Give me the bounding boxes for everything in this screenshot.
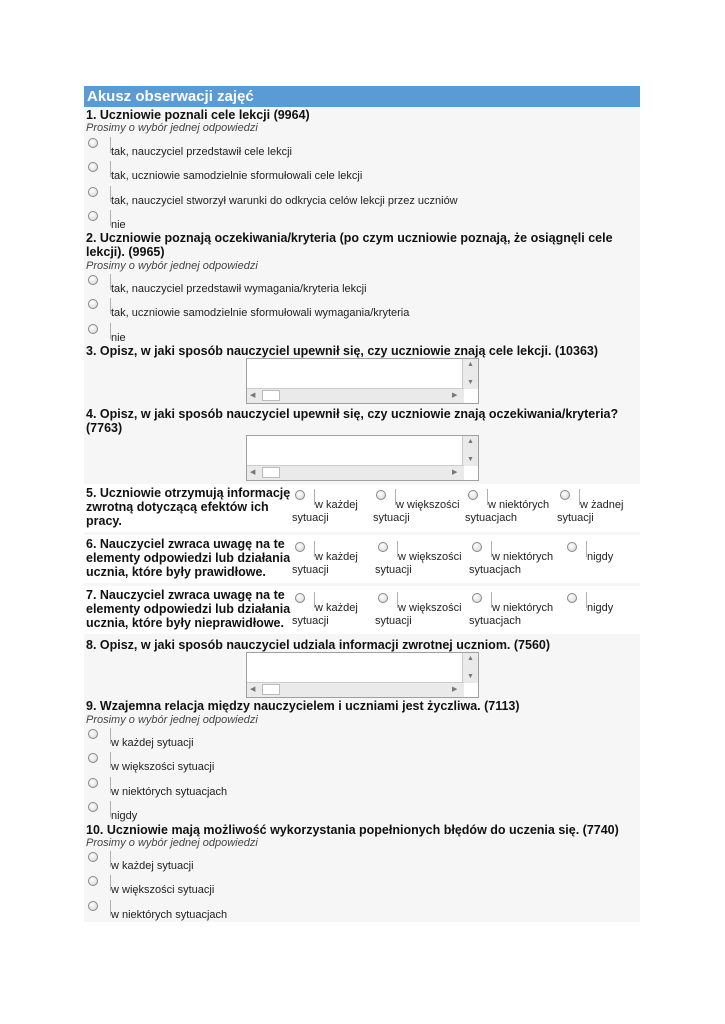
question-2-hint: Prosimy o wybór jednej odpowiedzi bbox=[86, 260, 258, 272]
form-title: Akusz obserwacji zajęć bbox=[84, 86, 640, 107]
radio-button-icon[interactable] bbox=[560, 490, 570, 500]
horizontal-scrollbar[interactable] bbox=[247, 682, 464, 697]
option-label-line1[interactable]: w niektórych bbox=[492, 602, 554, 614]
option-label-line2[interactable]: sytuacji bbox=[557, 512, 594, 524]
arrow-right-icon[interactable]: ▶ bbox=[452, 469, 458, 476]
question-1-label: 1. Uczniowie poznali cele lekcji (9964) bbox=[86, 108, 310, 122]
option-label[interactable]: w większości sytuacji bbox=[111, 761, 215, 774]
option-label-line2[interactable]: sytuacji bbox=[292, 512, 329, 524]
question-8-label: 8. Opisz, w jaki sposób nauczyciel udziala informacji zwrotnej uczniom. (7560) bbox=[86, 638, 551, 652]
option-label-line1[interactable]: w większości bbox=[396, 499, 460, 511]
question-8-answer-textarea[interactable] bbox=[246, 652, 479, 698]
scroll-thumb[interactable] bbox=[262, 467, 280, 478]
scroll-thumb[interactable] bbox=[262, 684, 280, 695]
radio-button-icon[interactable] bbox=[88, 187, 98, 197]
radio-button-icon[interactable] bbox=[468, 490, 478, 500]
question-6-label-line1: 6. Nauczyciel zwraca uwagę na te bbox=[86, 537, 285, 551]
arrow-up-icon[interactable]: ▲ bbox=[467, 655, 474, 662]
option-label[interactable]: w niektórych sytuacjach bbox=[111, 785, 228, 798]
radio-button-icon[interactable] bbox=[472, 542, 482, 552]
option-label[interactable]: tak, uczniowie samodzielnie sformułowali wymagania/kryteria bbox=[111, 307, 410, 320]
question-6-label-line2: elementy odpowiedzi lub działania bbox=[86, 551, 291, 565]
option-label-line1[interactable]: w każdej bbox=[315, 551, 358, 563]
question-4-label-line2: (7763) bbox=[86, 421, 123, 435]
question-5-label-line3: pracy. bbox=[86, 514, 122, 528]
radio-button-icon[interactable] bbox=[295, 490, 305, 500]
arrow-left-icon[interactable]: ◀ bbox=[250, 392, 256, 399]
option-label-line1[interactable]: w każdej bbox=[315, 499, 358, 511]
option-label-line2[interactable]: sytuacji bbox=[292, 615, 329, 627]
vertical-scrollbar[interactable] bbox=[462, 436, 478, 466]
radio-button-icon[interactable] bbox=[472, 593, 482, 603]
arrow-down-icon[interactable]: ▼ bbox=[467, 456, 474, 463]
vertical-scrollbar[interactable] bbox=[462, 653, 478, 683]
option-label-line2[interactable]: sytuacji bbox=[375, 615, 412, 627]
arrow-down-icon[interactable]: ▼ bbox=[467, 379, 474, 386]
option-label-line2[interactable]: sytuacjach bbox=[465, 512, 517, 524]
option-label[interactable]: w niektórych sytuacjach bbox=[111, 908, 228, 921]
option-label-line1[interactable]: nigdy bbox=[587, 602, 614, 614]
arrow-up-icon[interactable]: ▲ bbox=[467, 438, 474, 445]
question-7-label-line2: elementy odpowiedzi lub działania bbox=[86, 602, 291, 616]
question-5-label-line1: 5. Uczniowie otrzymują informację bbox=[86, 486, 291, 500]
option-label-line1[interactable]: w każdej bbox=[315, 602, 358, 614]
radio-button-icon[interactable] bbox=[88, 275, 98, 285]
option-label-line1[interactable]: w większości bbox=[398, 551, 462, 563]
question-5-label-line2: zwrotną dotyczącą efektów ich bbox=[86, 500, 269, 514]
option-label-line2[interactable]: sytuacjach bbox=[469, 564, 521, 576]
option-label[interactable]: tak, uczniowie samodzielnie sformułowali cele lekcji bbox=[111, 170, 363, 183]
question-10-hint: Prosimy o wybór jednej odpowiedzi bbox=[86, 837, 258, 849]
radio-button-icon[interactable] bbox=[88, 852, 98, 862]
scroll-thumb[interactable] bbox=[262, 390, 280, 401]
question-2-label-line1: 2. Uczniowie poznają oczekiwania/kryteria (po czym uczniowie poznają, że osiągnęli cele bbox=[86, 231, 613, 245]
arrow-up-icon[interactable]: ▲ bbox=[467, 361, 474, 368]
radio-button-icon[interactable] bbox=[88, 138, 98, 148]
radio-button-icon[interactable] bbox=[88, 901, 98, 911]
question-10-label: 10. Uczniowie mają możliwość wykorzystania popełnionych błędów do uczenia się. (7740) bbox=[86, 823, 619, 837]
option-label[interactable]: tak, nauczyciel przedstawił wymagania/kryteria lekcji bbox=[111, 283, 367, 295]
option-label-line1[interactable]: nigdy bbox=[587, 551, 614, 563]
question-9-label: 9. Wzajemna relacja między nauczycielem i uczniami jest życzliwa. (7113) bbox=[86, 699, 520, 713]
question-3-answer-textarea[interactable] bbox=[246, 358, 479, 404]
arrow-right-icon[interactable]: ▶ bbox=[452, 392, 458, 399]
option-label[interactable]: nie bbox=[111, 331, 126, 344]
radio-button-icon[interactable] bbox=[378, 542, 388, 552]
radio-button-icon[interactable] bbox=[378, 593, 388, 603]
radio-button-icon[interactable] bbox=[376, 490, 386, 500]
radio-button-icon[interactable] bbox=[88, 324, 98, 334]
arrow-right-icon[interactable]: ▶ bbox=[452, 686, 458, 693]
option-label-line2[interactable]: sytuacji bbox=[292, 564, 329, 576]
radio-button-icon[interactable] bbox=[88, 729, 98, 739]
option-label-line2[interactable]: sytuacjach bbox=[469, 615, 521, 627]
arrow-down-icon[interactable]: ▼ bbox=[467, 673, 474, 680]
question-7-label-line1: 7. Nauczyciel zwraca uwagę na te bbox=[86, 588, 285, 602]
radio-button-icon[interactable] bbox=[295, 542, 305, 552]
question-3-label: 3. Opisz, w jaki sposób nauczyciel upewnił się, czy uczniowie znają cele lekcji. (10363) bbox=[86, 344, 599, 358]
question-7-label-line3: ucznia, które były nieprawidłowe. bbox=[86, 616, 284, 630]
radio-button-icon[interactable] bbox=[88, 802, 98, 812]
arrow-left-icon[interactable]: ◀ bbox=[250, 469, 256, 476]
option-label[interactable]: w każdej sytuacji bbox=[111, 737, 194, 749]
option-label-line2[interactable]: sytuacji bbox=[373, 512, 410, 524]
option-label-line1[interactable]: w żadnej bbox=[580, 499, 624, 511]
question-1-hint: Prosimy o wybór jednej odpowiedzi bbox=[86, 122, 258, 134]
question-4-answer-textarea[interactable] bbox=[246, 435, 479, 481]
option-label[interactable]: tak, nauczyciel przedstawił cele lekcji bbox=[111, 146, 292, 158]
horizontal-scrollbar[interactable] bbox=[247, 388, 464, 403]
option-label-line1[interactable]: w niektórych bbox=[492, 551, 554, 563]
radio-button-icon[interactable] bbox=[88, 778, 98, 788]
question-2-label-line2: lekcji). (9965) bbox=[86, 245, 165, 259]
radio-button-icon[interactable] bbox=[567, 593, 577, 603]
question-6-label-line3: ucznia, które były prawidłowe. bbox=[86, 565, 266, 579]
radio-button-icon[interactable] bbox=[295, 593, 305, 603]
option-label-line2[interactable]: sytuacji bbox=[375, 564, 412, 576]
vertical-scrollbar[interactable] bbox=[462, 359, 478, 389]
radio-button-icon[interactable] bbox=[88, 211, 98, 221]
option-label[interactable]: nigdy bbox=[111, 809, 138, 822]
option-label-line1[interactable]: w większości bbox=[398, 602, 462, 614]
arrow-left-icon[interactable]: ◀ bbox=[250, 686, 256, 693]
option-label[interactable]: tak, nauczyciel stworzył warunki do odkrycia celów lekcji przez uczniów bbox=[111, 194, 458, 207]
option-label[interactable]: w większości sytuacji bbox=[111, 884, 215, 897]
horizontal-scrollbar[interactable] bbox=[247, 465, 464, 480]
option-label[interactable]: nie bbox=[111, 218, 126, 231]
question-9-hint: Prosimy o wybór jednej odpowiedzi bbox=[86, 714, 258, 726]
option-label[interactable]: w każdej sytuacji bbox=[111, 860, 194, 872]
question-4-label-line1: 4. Opisz, w jaki sposób nauczyciel upewnił się, czy uczniowie znają oczekiwania/kryteria? bbox=[86, 407, 619, 421]
option-label-line1[interactable]: w niektórych bbox=[488, 499, 550, 511]
radio-button-icon[interactable] bbox=[567, 542, 577, 552]
